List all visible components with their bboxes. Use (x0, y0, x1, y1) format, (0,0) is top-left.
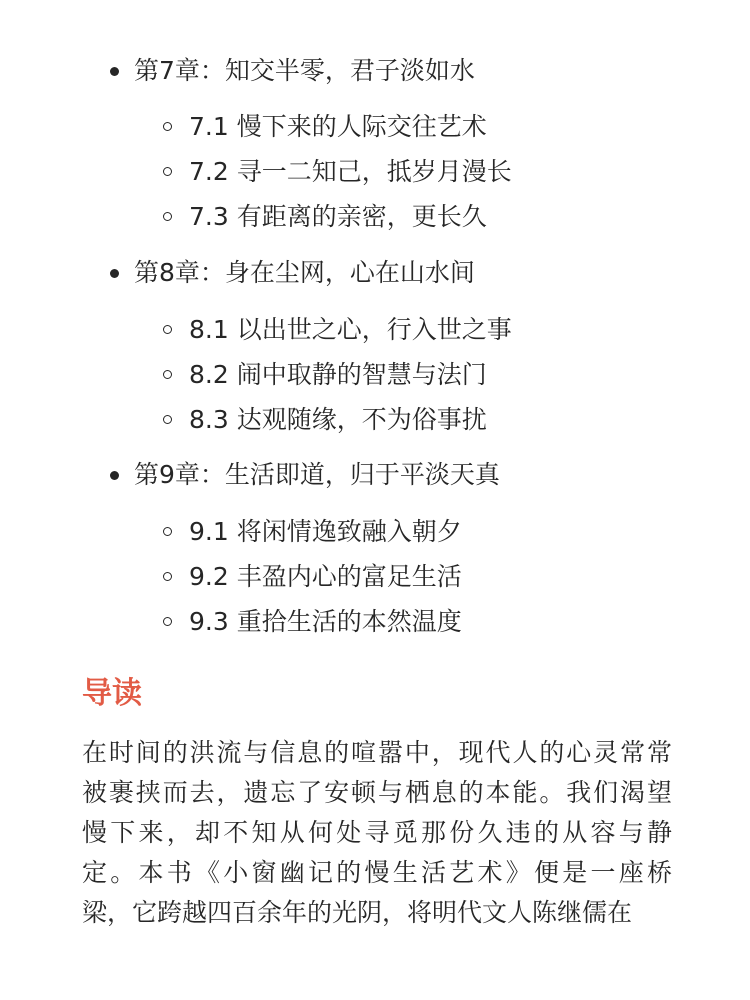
intro-line: 被裹挟而去，遗忘了安顿与栖息的本能。我们渴望 (82, 778, 672, 807)
section-item (0, 607, 750, 637)
intro-heading: 导读 (82, 676, 142, 711)
hollow-bullet-icon (163, 617, 172, 626)
section-item (0, 112, 750, 142)
section-title: 8.1 以出世之心，行入世之事 (189, 315, 512, 344)
intro-line: 定。本书《小窗幽记的慢生活艺术》便是一座桥 (82, 858, 672, 887)
hollow-bullet-icon (163, 167, 172, 176)
hollow-bullet-icon (163, 527, 172, 536)
hollow-bullet-icon (163, 325, 172, 334)
section-title: 7.1 慢下来的人际交往艺术 (189, 112, 487, 141)
section-title: 9.1 将闲情逸致融入朝夕 (189, 517, 462, 546)
section-title: 9.3 重拾生活的本然温度 (189, 607, 462, 636)
intro-paragraph (82, 733, 672, 933)
hollow-bullet-icon (163, 122, 172, 131)
section-title: 7.2 寻一二知己，抵岁月漫长 (189, 157, 512, 186)
section-item (0, 360, 750, 390)
section-item (0, 405, 750, 435)
section-title: 8.3 达观随缘，不为俗事扰 (189, 405, 487, 434)
section-item (0, 315, 750, 345)
section-item (0, 562, 750, 592)
chapter-title: 第8章：身在尘网，心在山水间 (134, 258, 475, 287)
filled-bullet-icon (110, 67, 119, 76)
section-item (0, 157, 750, 187)
hollow-bullet-icon (163, 572, 172, 581)
section-item (0, 517, 750, 547)
hollow-bullet-icon (163, 415, 172, 424)
filled-bullet-icon (110, 269, 119, 278)
hollow-bullet-icon (163, 370, 172, 379)
filled-bullet-icon (110, 471, 119, 480)
intro-line: 慢下来，却不知从何处寻觅那份久违的从容与静 (82, 818, 672, 847)
intro-line: 梁，它跨越四百余年的光阴，将明代文人陈继儒在 (82, 898, 633, 927)
section-title: 7.3 有距离的亲密，更长久 (189, 202, 487, 231)
section-title: 9.2 丰盈内心的富足生活 (189, 562, 462, 591)
chapter-title: 第9章：生活即道，归于平淡天真 (134, 460, 500, 489)
chapter-title: 第7章：知交半零，君子淡如水 (134, 56, 475, 85)
section-item (0, 202, 750, 232)
intro-line: 在时间的洪流与信息的喧嚣中，现代人的心灵常常 (82, 738, 672, 767)
section-title: 8.2 闹中取静的智慧与法门 (189, 360, 487, 389)
hollow-bullet-icon (163, 212, 172, 221)
